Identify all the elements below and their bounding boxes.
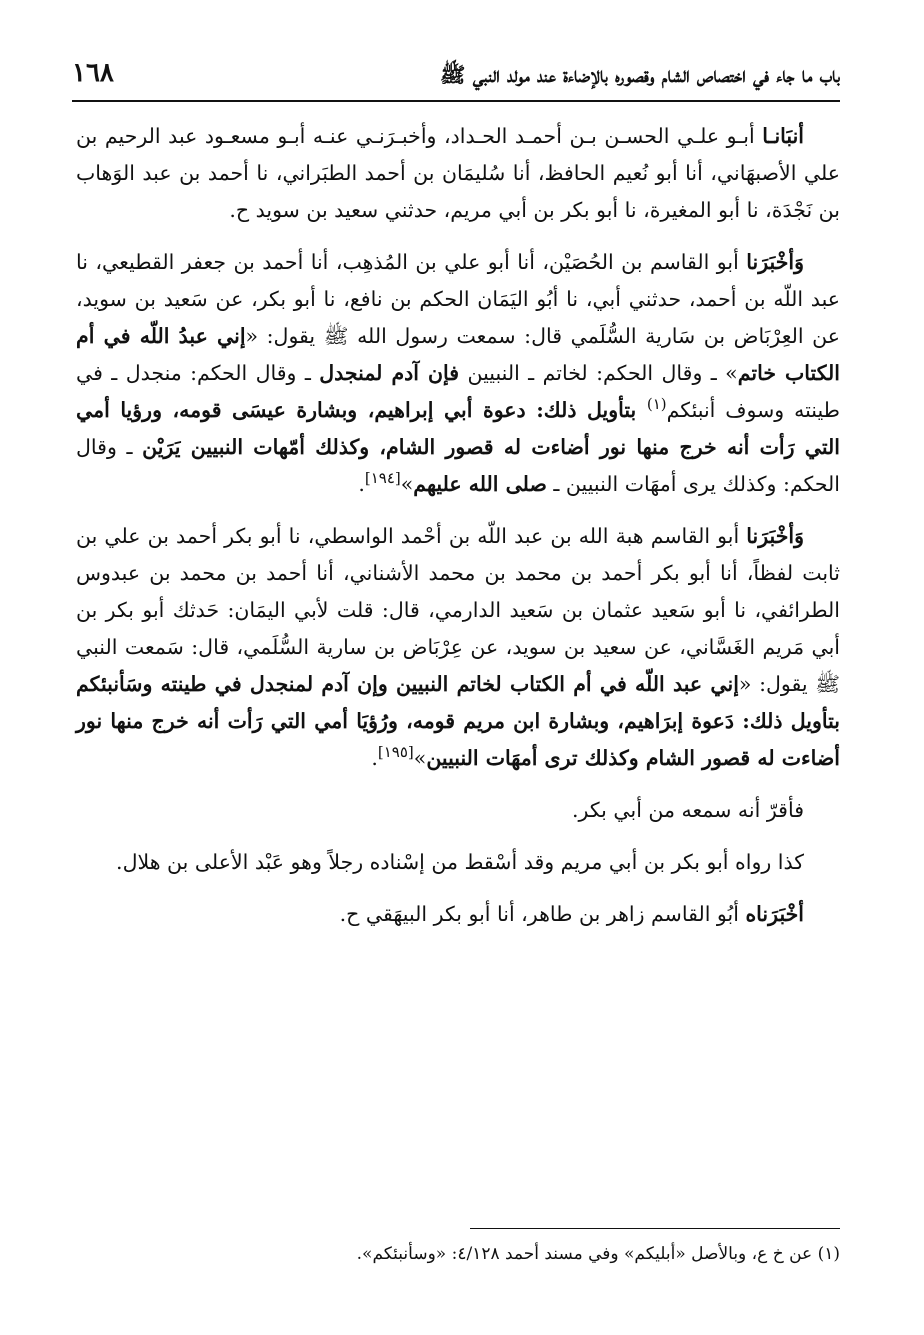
hadith-number: [١٩٥] (377, 743, 414, 762)
paragraph-4 (76, 792, 840, 829)
paragraph-end: . (371, 746, 378, 770)
paragraph-text: » ـ وقال الحكم: لخاتم ـ النبيين (459, 361, 738, 385)
footnote-text: عن خ ع، وبالأصل «أبليكم» وفي مسند أحمد ٤/١٢٨: «وسأنبئكم». (356, 1244, 813, 1264)
paragraph-text: ـ وقال الحكم: منجدل ـ في طينته وسوف أنبئكم (76, 361, 840, 422)
isnad-lead: أخْبَرَناه (745, 902, 804, 926)
paragraph-text: أبو القاسم هبة الله بن عبد اللّه بن أحْمد الواسطي، نا أبو بكر أحمد بن علي بن ثابت لفظاً، أنا أبو بكر أحمد بن محمد بن محمد الأشناني، أنا أحمد بن محمد بن عبدوس الطرائفي، نا أبو سَعيد عثمان بن سَعيد الدارمي، قال: قلت لأبي اليمَان: حَدثك أبو بكر بن أبي مَريم الغَسَّاني، عن سعيد بن سويد، عن عِرْبَاض بن سارية السُّلَمي، قال: سَمعت النبي ﷺ يقول: « (76, 524, 840, 696)
paragraph-3 (76, 518, 840, 777)
main-text (76, 118, 840, 948)
paragraph-text: » (400, 472, 414, 496)
page-number: ١٦٨ (72, 58, 114, 88)
footnote-marker[interactable]: (١) (646, 395, 667, 414)
paragraph-end: . (358, 472, 365, 496)
isnad-lead: وَأخْبَرَنا (746, 250, 804, 274)
header-rule (72, 100, 840, 102)
hadith-number: [١٩٤] (364, 469, 401, 488)
running-header (72, 58, 840, 98)
isnad-lead: وَأخْبَرَنا (746, 524, 804, 548)
hadith-text: فإن آدم لمنجدل (319, 361, 460, 385)
footnote (76, 1240, 840, 1268)
paragraph-2 (76, 244, 840, 503)
paragraph-text: فأقرّ أنه سمعه من أبي بكر. (572, 798, 804, 822)
header-title: باب ما جاء في اختصاص الشام وقصوره بالإضاءة عند مولد النبي ﷺ (440, 62, 840, 87)
footnote-number: (١) (817, 1244, 840, 1264)
paragraph-text: ـ وقال الحكم: وكذلك يرى أمهَات النبيين ـ (76, 435, 840, 496)
hadith-text: إني عبدُ اللّه في أم الكتاب خاتم (76, 324, 841, 385)
paragraph-text: أبـو علـي الحسـن بـن أحمـد الحـداد، وأخبـرَنـي عنـه أبـو مسعـود عبد الرحيم بن علي الأصبهَاني، أنا أبو نُعيم الحافظ، أنا سُليمَان بن أحمد الطبَراني، نا أحمد بن عبد الوَهاب بن نَجْدَة، نا أبو المغيرة، نا أبو بكر بن أبي مريم، حدثني سعيد بن سويد ح. (76, 124, 840, 222)
paragraph-text: أبُو القاسم زاهر بن طاهر، أنا أبو بكر البيهَقي ح. (339, 902, 746, 926)
paragraph-text: أبو القاسم بن الحُصَيْن، أنا أبو علي بن المُذهِب، أنا أحمد بن جعفر القطيعي، نا عبد اللّه بن أحمد، حدثني أبي، نا أبُو اليَمَان الحكم بن نافع، نا أبو بكر، عن سَعيد بن سويد، عن العِرْبَاض بن سَارية السُّلَمي قال: سمعت رسول الله ﷺ يقول: « (76, 250, 840, 348)
paragraph-text: كذا رواه أبو بكر بن أبي مريم وقد أسْقط من إسْناده رجلاً وهو عَبْد الأعلى بن هلال. (116, 850, 804, 874)
paragraph-1 (76, 118, 840, 229)
hadith-text: بتأويل ذلك: دعوة أبي إبراهيم، وبشارة عيسَى قومه، ورؤيا أمي التي رَأت أنه خرج منها نور أضاءت له قصور الشام، وكذلك أمّهات النبيين يَرَيْن (76, 398, 840, 459)
hadith-text: صلى الله عليهم (413, 472, 547, 496)
paragraph-6 (76, 896, 840, 933)
hadith-text: إني عبد اللّه في أم الكتاب لخاتم النبيين وإن آدم لمنجدل في طينته وسَأنبئكم بتأويل ذلك: دَعوة إبرَاهيم، وبشارة ابن مريم قومه، ورُؤيَا أمي التي رَأت أنه خرج منها نور أضاءت له قصور الشام وكذلك ترى أمهَات النبيين (76, 672, 840, 770)
footnote-rule (470, 1228, 840, 1229)
paragraph-5 (76, 844, 840, 881)
paragraph-text: » (413, 746, 427, 770)
isnad-lead: أنبَانـا (762, 124, 804, 148)
